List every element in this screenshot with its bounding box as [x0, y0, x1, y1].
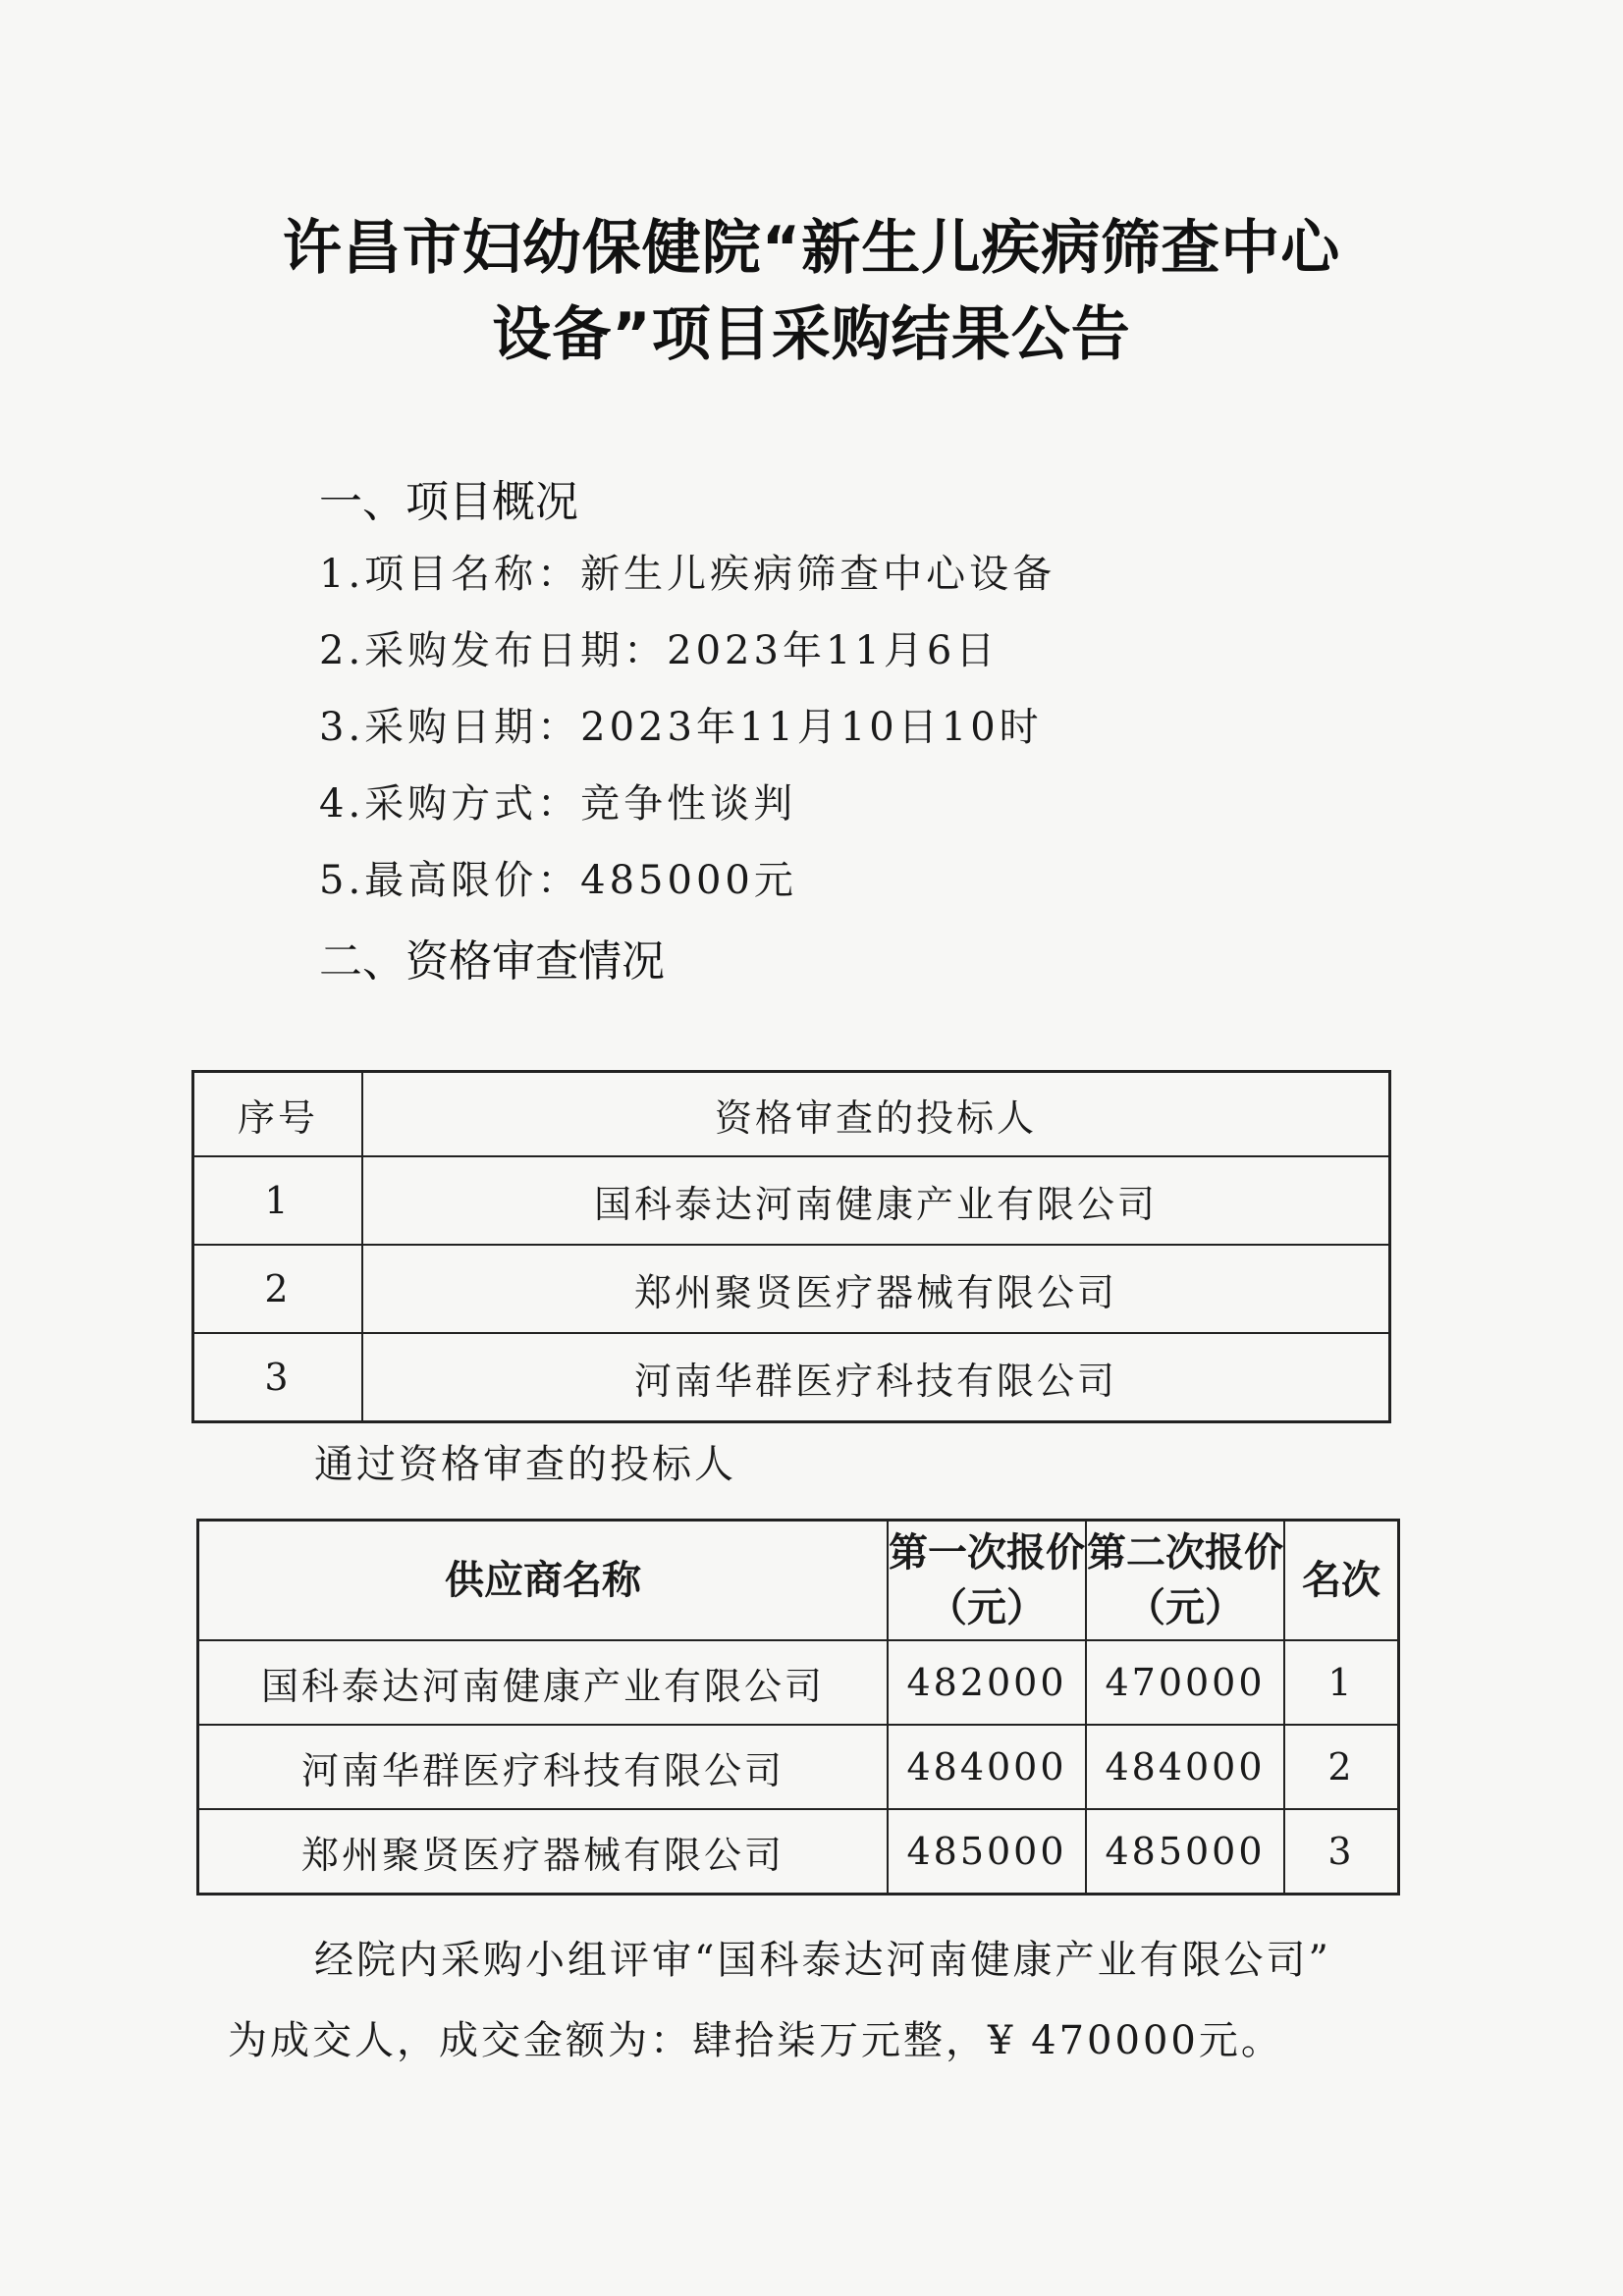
table-header-row [198, 1521, 1399, 1641]
row-index: 2 [193, 1245, 363, 1333]
header-index: 序号 [193, 1072, 363, 1157]
title-line-2: 设备”项目采购结果公告 [492, 300, 1131, 369]
cell-rank: 2 [1284, 1725, 1399, 1809]
cell-second-bid: 484000 [1086, 1725, 1284, 1809]
item-publish-date: 2.采购发布日期：2023年11月6日 [319, 628, 1000, 673]
qualification-table [191, 1070, 1391, 1423]
title-line-1: 许昌市妇幼保健院“新生儿疾病筛查中心 [282, 214, 1341, 283]
table-row [198, 1725, 1399, 1809]
header-supplier: 供应商名称 [198, 1521, 889, 1641]
header-first-bid: 第一次报价（元） [888, 1521, 1086, 1641]
cell-rank: 1 [1284, 1640, 1399, 1725]
row-bidder: 郑州聚贤医疗器械有限公司 [362, 1245, 1390, 1333]
conclusion-line-1: 经院内采购小组评审“国科泰达河南健康产业有限公司” [314, 1938, 1331, 1983]
item-purchase-date: 3.采购日期：2023年11月10日10时 [319, 705, 1043, 750]
section-2-heading: 二、资格审查情况 [319, 936, 665, 987]
table-header-row [193, 1072, 1390, 1157]
cell-supplier: 河南华群医疗科技有限公司 [198, 1725, 889, 1809]
table-row [193, 1333, 1390, 1422]
item-price-limit: 5.最高限价：485000元 [319, 858, 797, 903]
table-row [193, 1156, 1390, 1245]
header-bidder: 资格审查的投标人 [362, 1072, 1390, 1157]
passed-bidders-label: 通过资格审查的投标人 [314, 1442, 736, 1487]
cell-rank: 3 [1284, 1809, 1399, 1895]
cell-supplier: 郑州聚贤医疗器械有限公司 [198, 1809, 889, 1895]
table-row [193, 1245, 1390, 1333]
cell-first-bid: 485000 [888, 1809, 1086, 1895]
cell-supplier: 国科泰达河南健康产业有限公司 [198, 1640, 889, 1725]
cell-second-bid: 470000 [1086, 1640, 1284, 1725]
bid-table [196, 1519, 1400, 1896]
cell-first-bid: 482000 [888, 1640, 1086, 1725]
table-row [198, 1809, 1399, 1895]
header-second-bid: 第二次报价（元） [1086, 1521, 1284, 1641]
row-index: 1 [193, 1156, 363, 1245]
cell-first-bid: 484000 [888, 1725, 1086, 1809]
row-index: 3 [193, 1333, 363, 1422]
cell-second-bid: 485000 [1086, 1809, 1284, 1895]
conclusion-line-2: 为成交人，成交金额为：肆拾柒万元整，¥ 470000元。 [228, 2018, 1283, 2063]
row-bidder: 国科泰达河南健康产业有限公司 [362, 1156, 1390, 1245]
item-purchase-method: 4.采购方式：竞争性谈判 [319, 781, 797, 827]
section-1-heading: 一、项目概况 [319, 477, 578, 527]
item-project-name: 1.项目名称：新生儿疾病筛查中心设备 [319, 552, 1056, 597]
row-bidder: 河南华群医疗科技有限公司 [362, 1333, 1390, 1422]
table-row [198, 1640, 1399, 1725]
header-rank: 名次 [1284, 1521, 1399, 1641]
